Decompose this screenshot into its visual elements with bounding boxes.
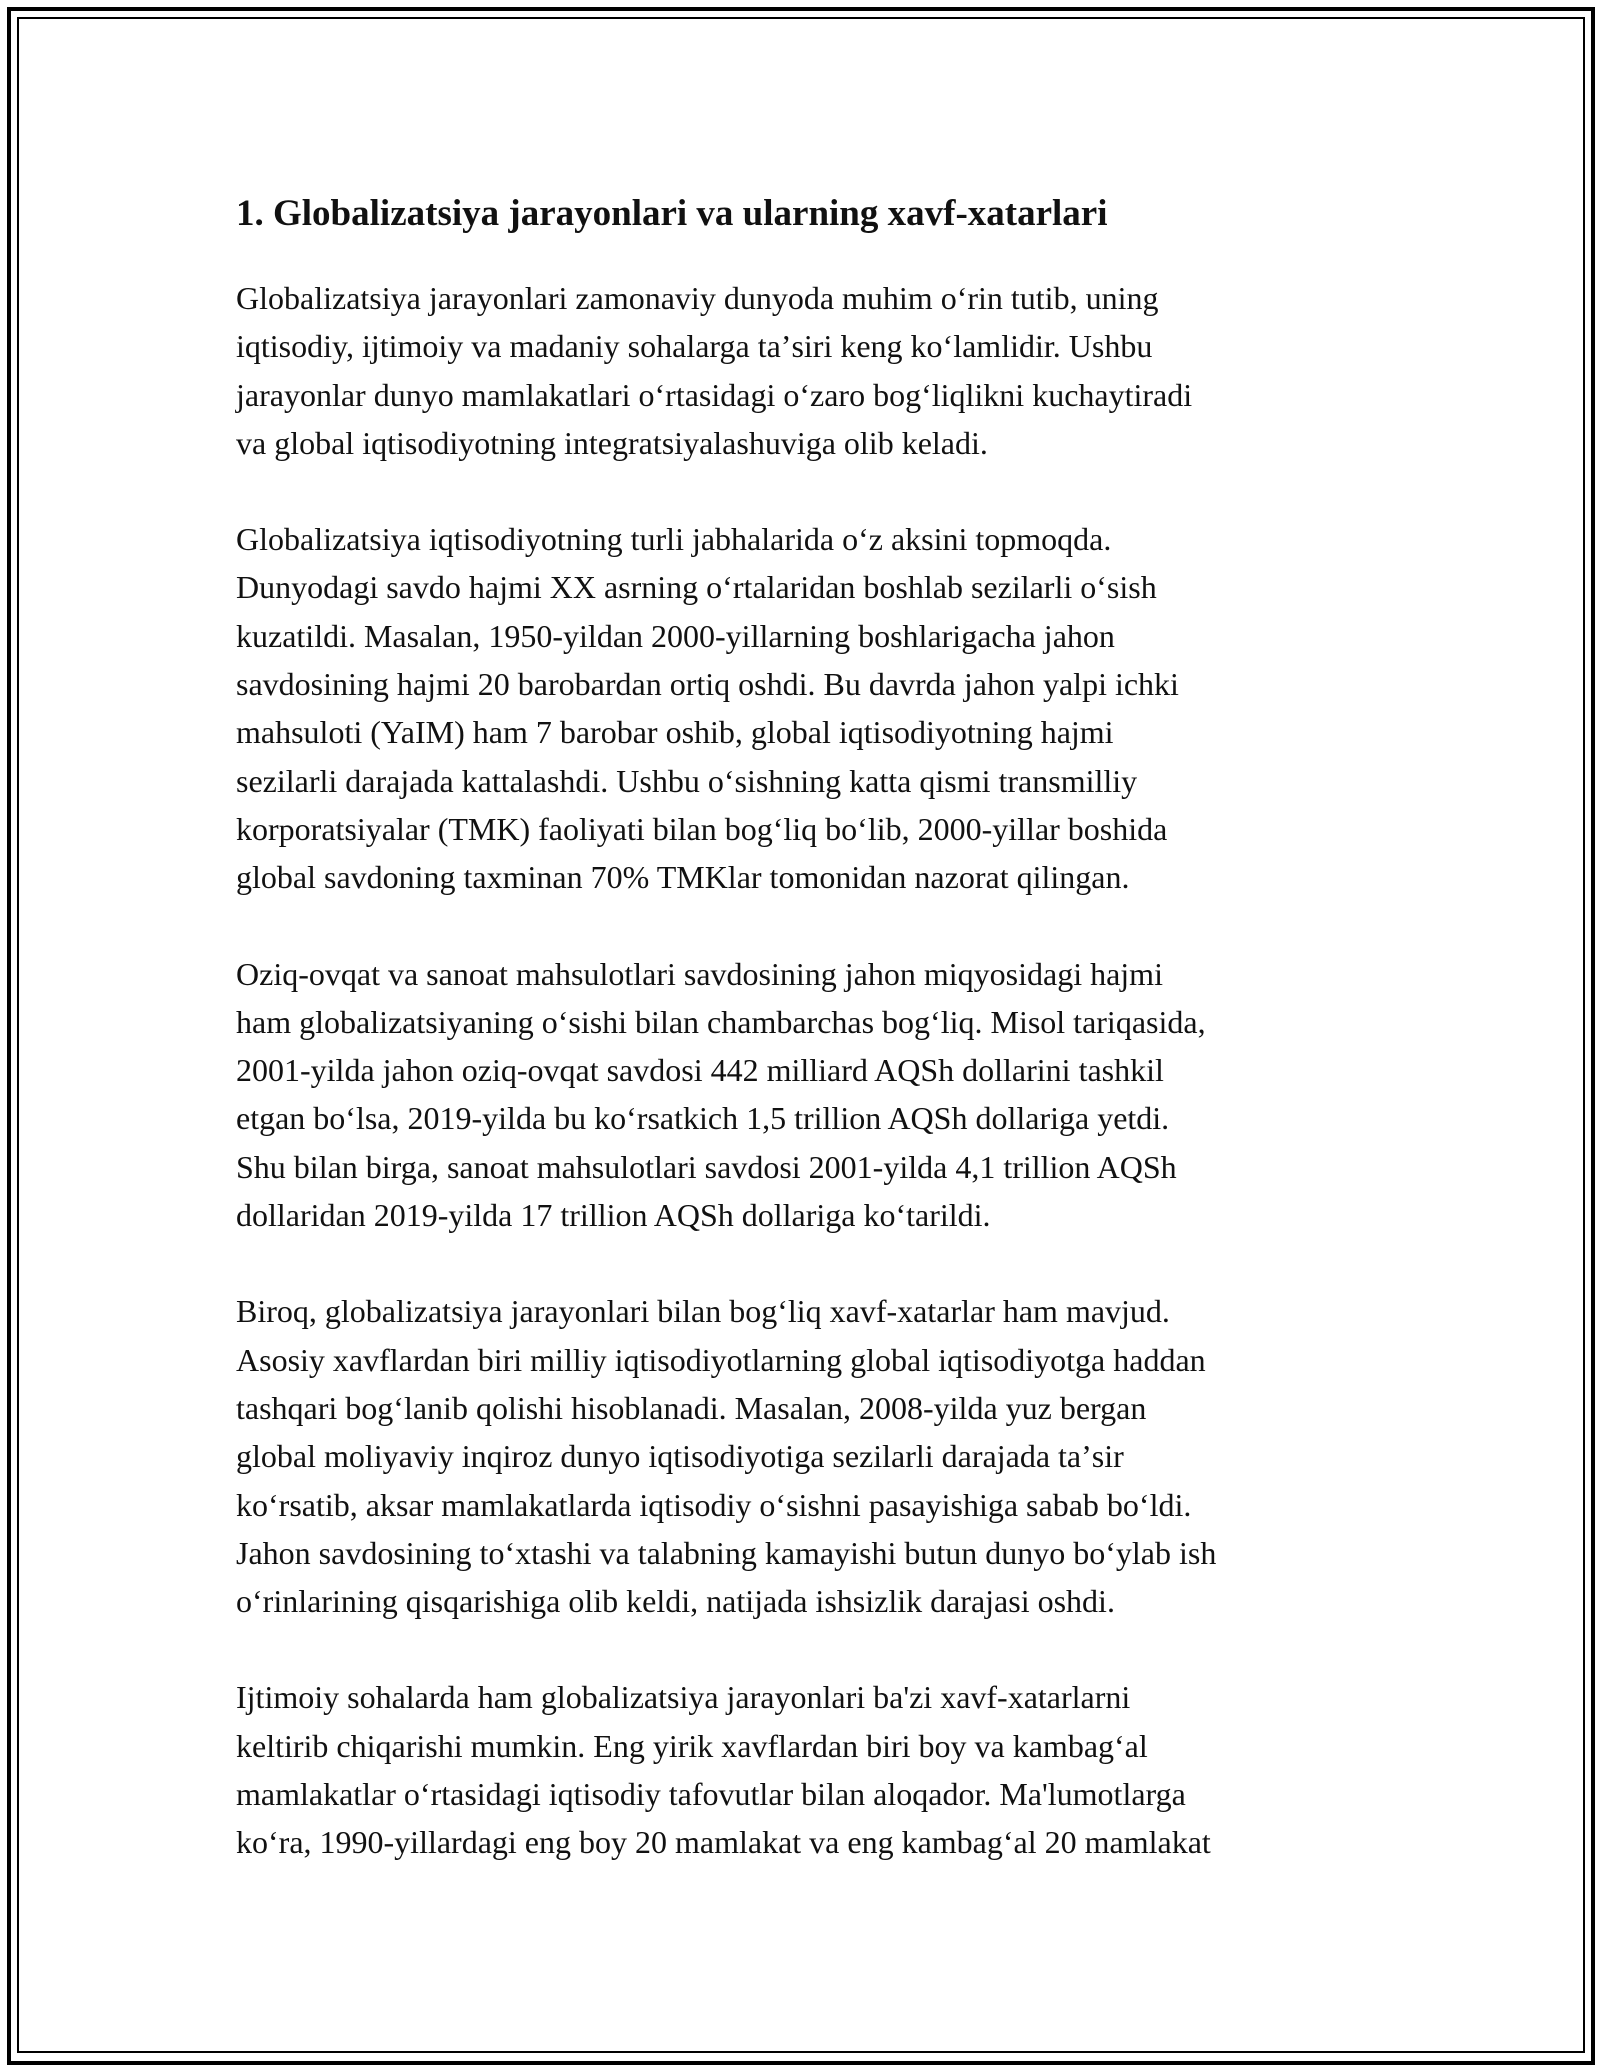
- text-line: savdosining hajmi 20 barobardan ortiq oshdi. Bu davrda jahon yalpi ichki: [236, 666, 1179, 703]
- text-line: va global iqtisodiyotning integratsiyalashuviga olib keladi.: [236, 424, 988, 461]
- text-line: Ijtimoiy sohalarda ham globalizatsiya jarayonlari ba'zi xavf-xatarlarni: [236, 1679, 1131, 1716]
- text-line: Oziq-ovqat va sanoat mahsulotlari savdosining jahon miqyosidagi hajmi: [236, 955, 1163, 992]
- text-line: Shu bilan birga, sanoat mahsulotlari savdosi 2001-yilda 4,1 trillion AQSh: [236, 1148, 1177, 1185]
- text-line: Globalizatsiya jarayonlari zamonaviy dunyoda muhim oʻrin tutib, uning: [236, 280, 1159, 316]
- text-line: Jahon savdosining toʻxtashi va talabning kamayishi butun dunyo boʻylab ish: [236, 1534, 1217, 1571]
- paragraph-trade-growth: [236, 515, 1366, 901]
- text-line: Globalizatsiya iqtisodiyotning turli jabhalarida oʻz aksini topmoqda.: [236, 521, 1112, 558]
- paragraph-social-risks: [236, 1673, 1366, 1866]
- text-line: Asosiy xavflardan biri milliy iqtisodiyotlarning global iqtisodiyotga haddan: [236, 1341, 1206, 1378]
- text-line: tashqari bogʻlanib qolishi hisoblanadi. Masalan, 2008-yilda yuz bergan: [236, 1389, 1147, 1426]
- paragraph-food-industry-trade: [236, 950, 1366, 1240]
- text-line: global savdoning taxminan 70% TMKlar tomonidan nazorat qilingan.: [236, 859, 1130, 896]
- text-line: keltirib chiqarishi mumkin. Eng yirik xavflardan biri boy va kambagʻal: [236, 1727, 1148, 1764]
- text-line: mamlakatlar oʻrtasidagi iqtisodiy tafovutlar bilan aloqador. Ma'lumotlarga: [236, 1776, 1186, 1813]
- text-line: Biroq, globalizatsiya jarayonlari bilan bogʻliq xavf-xatarlar ham mavjud.: [236, 1293, 1170, 1330]
- text-line: etgan boʻlsa, 2019-yilda bu koʻrsatkich 1,5 trillion AQSh dollariga yetdi.: [236, 1100, 1170, 1137]
- document-content: [236, 186, 1366, 1915]
- section-heading: 1. Globalizatsiya jarayonlari va ularning xavf-xatarlari: [236, 193, 1108, 234]
- text-line: iqtisodiy, ijtimoiy va madaniy sohalarga taʼsiri keng koʻlamlidir. Ushbu: [236, 328, 1153, 365]
- text-line: jarayonlar dunyo mamlakatlari oʻrtasidagi oʻzaro bogʻliqlikni kuchaytiradi: [236, 376, 1193, 413]
- paragraph-risks: [236, 1287, 1366, 1625]
- text-line: koʻrsatib, aksar mamlakatlarda iqtisodiy oʻsishni pasayishiga sabab boʻldi.: [236, 1486, 1192, 1523]
- text-line: 2001-yilda jahon oziq-ovqat savdosi 442 milliard AQSh dollarini tashkil: [236, 1052, 1164, 1089]
- text-line: korporatsiyalar (TMK) faoliyati bilan bogʻliq boʻlib, 2000-yillar boshida: [236, 810, 1168, 847]
- text-line: oʻrinlarining qisqarishiga olib keldi, natijada ishsizlik darajasi oshdi.: [236, 1583, 1115, 1620]
- text-line: dollaridan 2019-yilda 17 trillion AQSh dollariga koʻtarildi.: [236, 1197, 991, 1234]
- text-line: ham globalizatsiyaning oʻsishi bilan chambarchas bogʻliq. Misol tariqasida,: [236, 1003, 1206, 1040]
- text-line: Dunyodagi savdo hajmi XX asrning oʻrtalaridan boshlab sezilarli oʻsish: [236, 569, 1157, 606]
- text-line: mahsuloti (YaIM) ham 7 barobar oshib, global iqtisodiyotning hajmi: [236, 714, 1114, 751]
- text-line: global moliyaviy inqiroz dunyo iqtisodiyotiga sezilarli darajada taʼsir: [236, 1438, 1124, 1475]
- paragraph-intro: [236, 274, 1366, 467]
- text-line: kuzatildi. Masalan, 1950-yildan 2000-yillarning boshlarigacha jahon: [236, 617, 1115, 654]
- text-line: sezilarli darajada kattalashdi. Ushbu oʻsishning katta qismi transmilliy: [236, 762, 1138, 799]
- text-line: koʻra, 1990-yillardagi eng boy 20 mamlakat va eng kambagʻal 20 mamlakat: [236, 1824, 1211, 1861]
